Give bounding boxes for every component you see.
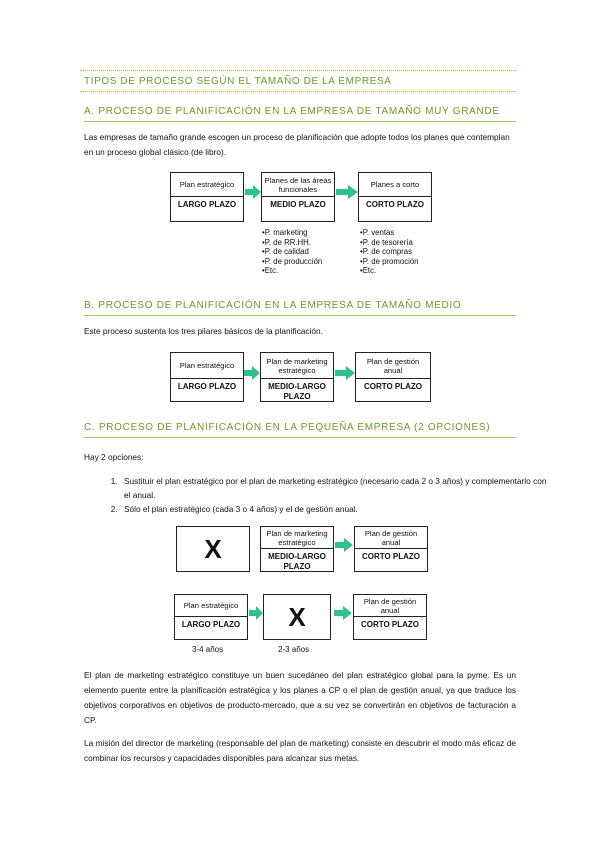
c-row1-marketing-top: Plan de marketing estratégico [261, 527, 333, 549]
section-b-text: Este proceso sustenta los tres pilares básicos de la planificación. [84, 326, 323, 336]
list-item: •P. de compras [360, 247, 412, 257]
c-row1-marketing-bottom: MEDIO-LARGO PLAZO [268, 552, 326, 571]
list-item: •P. ventas [360, 228, 395, 237]
b-box-marketing [260, 352, 334, 402]
list-item: •P. marketing [262, 228, 308, 237]
a-box-functional-bottom: MEDIO PLAZO [270, 200, 326, 209]
c-row1-annual-top: Plan de gestión anual [355, 527, 427, 549]
list-item: •P. de producción [262, 256, 323, 266]
b-box-annual-top: Plan de gestión anual [356, 353, 430, 379]
x-mark-icon: X [204, 533, 222, 564]
closing-paragraph-2: La misión del director de marketing (responsable del plan de marketing) consiste en descubrir el modo más eficaz de combinar los recursos y capacidades disponibles para alcanzar sus metas. [84, 738, 516, 763]
a-box-strategic [170, 172, 244, 222]
b-box-annual-bottom: CORTO PLAZO [363, 382, 423, 391]
c-row2-strategic-top: Plan estratégico [175, 595, 247, 617]
arrow-icon [245, 185, 261, 199]
section-b-heading: B. PROCESO DE PLANIFICACIÓN EN LA EMPRESA DE TAMAÑO MEDIO [84, 300, 516, 316]
arrow-icon [335, 366, 355, 380]
a-list-short [360, 228, 419, 276]
c-row1-x-box [176, 526, 250, 572]
a-list-functional [262, 228, 322, 276]
arrow-icon [249, 606, 263, 620]
b-box-strategic-bottom: LARGO PLAZO [177, 382, 237, 391]
b-box-annual [355, 352, 431, 402]
c-row2-x-box [263, 594, 331, 640]
section-a-text: Las empresas de tamaño grande escogen un proceso de planificación que adopte todos los planes que contemplan en un proceso global clásico (de libro). [84, 132, 510, 157]
arrow-icon [336, 185, 358, 199]
list-item: •P. de calidad [262, 247, 309, 257]
a-box-strategic-bottom: LARGO PLAZO [177, 200, 237, 209]
option-item: 1. Sustituir el plan estratégico por el plan de marketing estratégico (necesario cada 2 o 3 años) y complementarlo con el anual. [120, 474, 552, 502]
b-box-strategic [170, 352, 244, 402]
a-box-short-bottom: CORTO PLAZO [365, 200, 425, 209]
c-row1-marketing-box [260, 526, 334, 572]
c-row1-annual-bottom: CORTO PLAZO [361, 552, 421, 561]
c-row2-annual-top: Plan de gestión anual [354, 595, 426, 617]
b-box-marketing-top: Plan de marketing estratégico [261, 353, 333, 379]
a-box-functional [261, 172, 335, 222]
section-c-intro: Hay 2 opciones: [84, 452, 144, 462]
arrow-icon [335, 538, 353, 552]
section-a-heading: A. PROCESO DE PLANIFICACIÓN EN LA EMPRESA DE TAMAÑO MUY GRANDE [84, 106, 516, 122]
list-item: •P. de promoción [360, 256, 419, 266]
list-item: •Etc. [360, 266, 377, 276]
x-mark-icon: X [288, 601, 306, 632]
c-row2-strategic-bottom: LARGO PLAZO [181, 620, 241, 629]
option-item: 2. Sólo el plan estratégico (cada 3 o 4 años) y el de gestión anual. [120, 502, 552, 516]
list-item: •P. de RR.HH. [262, 237, 311, 247]
b-box-marketing-bottom: MEDIO-LARGO PLAZO [268, 382, 326, 401]
arrow-icon [334, 606, 352, 620]
closing-paragraph-1: El plan de marketing estratégico constituye un buen sucedáneo del plan estratégico global para la pyme. Es un elemento puente entre la planificación estratégica y los planes a CP o el plan de gestión anual, ya que traduce los objetivos corporativos en objetivos de producto-mercado, que a su vez se convertirán en objetivos de facturación a CP. [84, 670, 516, 725]
c-row2-annual-box [353, 594, 427, 640]
options-list [84, 474, 552, 516]
a-box-short-top: Planes a corto [359, 173, 431, 197]
a-box-short [358, 172, 432, 222]
list-item: •Etc. [262, 266, 279, 276]
a-box-functional-top: Planes de las áreas funcionales [262, 173, 334, 197]
list-item: •P. de tesorería [360, 237, 413, 247]
c-row2-annual-bottom: CORTO PLAZO [360, 620, 420, 629]
arrow-icon [244, 366, 260, 380]
b-box-strategic-top: Plan estratégico [171, 353, 243, 379]
section-c-heading: C. PROCESO DE PLANIFICACIÓN EN LA PEQUEÑA EMPRESA (2 OPCIONES) [84, 422, 516, 438]
a-box-strategic-top: Plan estratégico [171, 173, 243, 197]
document-title: TIPOS DE PROCESO SEGÚN EL TAMAÑO DE LA EMPRESA [80, 70, 516, 92]
years-left-label: 3-4 años [192, 645, 224, 654]
years-mid-label: 2-3 años [278, 645, 310, 654]
c-row2-strategic-box [174, 594, 248, 640]
c-row1-annual-box [354, 526, 428, 572]
